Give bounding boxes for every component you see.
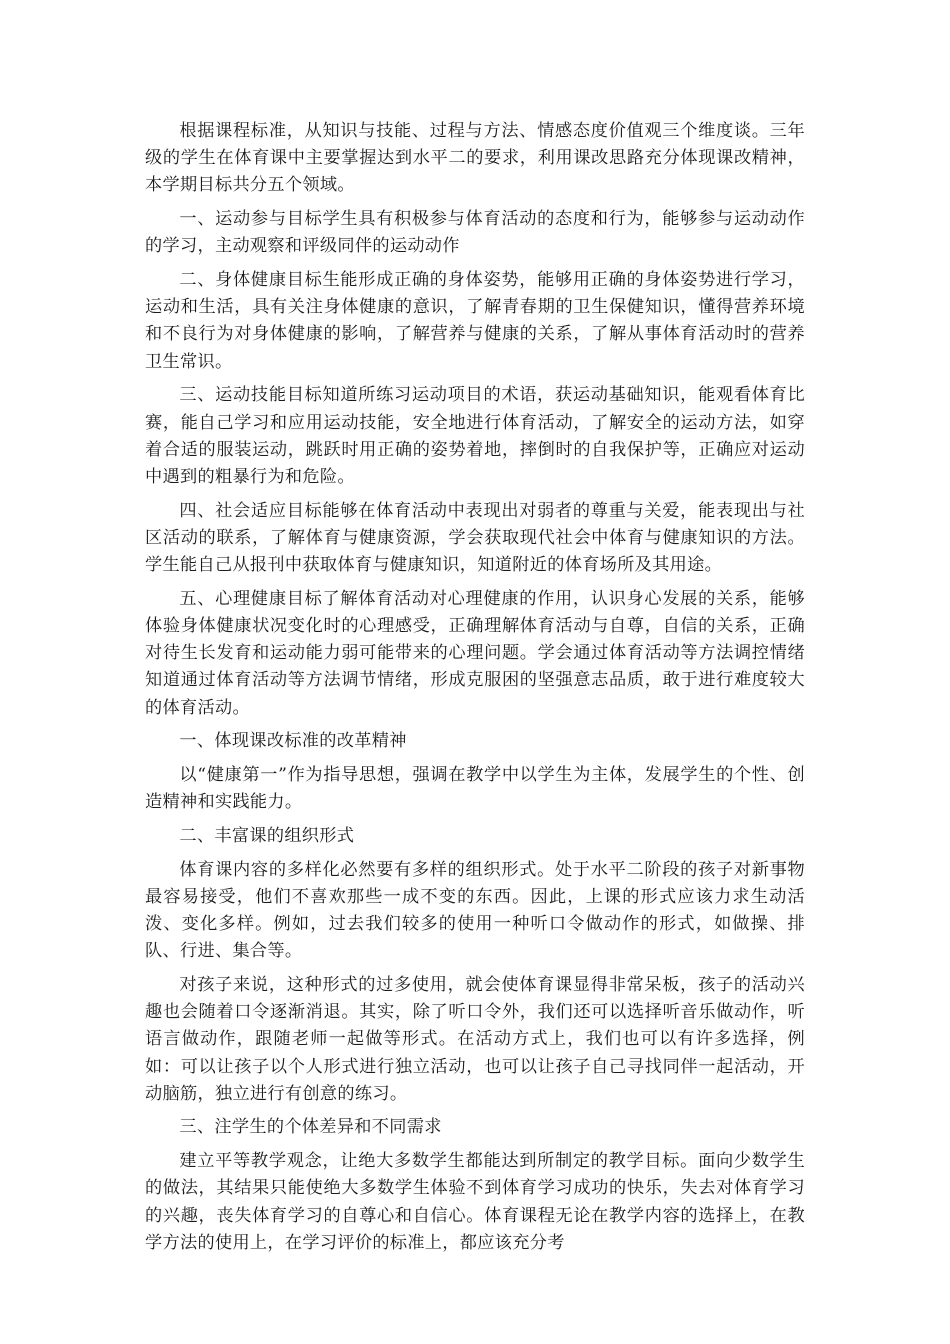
paragraph-goal-mental: 五、心理健康目标了解体育活动对心理健康的作用，认识身心发展的关系，能够体验身体健康状况变化时的心理感受，正确理解体育活动与自尊，自信的关系，正确对待生长发育和运动能力弱可能带来的心理问题。学会通过体育活动等方法调控情绪知道通过体育活动等方法调节情绪，形成克服困的坚强意志品质，敢于进行难度较大的体育活动。 [145, 588, 805, 718]
document-body [145, 118, 805, 1263]
paragraph-organization-1: 体育课内容的多样化必然要有多样的组织形式。处于水平二阶段的孩子对新事物最容易接受，他们不喜欢那些一成不变的东西。因此，上课的形式应该力求生动活泼、变化多样。例如，过去我们较多的使用一种听口令做动作的形式，如做操、排队、行进、集合等。 [145, 859, 805, 962]
paragraph-organization-2: 对孩子来说，这种形式的过多使用，就会使体育课显得非常呆板，孩子的活动兴趣也会随着口令逐渐消退。其实，除了听口令外，我们还可以选择听音乐做动作，听语言做动作，跟随老师一起做等形式。在活动方式上，我们也可以有许多选择，例如：可以让孩子以个人形式进行独立活动，也可以让孩子自己寻找同伴一起活动，开动脑筋，独立进行有创意的练习。 [145, 974, 805, 1104]
paragraph-differences: 建立平等教学观念，让绝大多数学生都能达到所制定的教学目标。面向少数学生的做法，其结果只能使绝大多数学生体验不到体育学习成功的快乐，失去对体育学习的兴趣，丧失体育学习的自尊心和自信心。体育课程无论在教学内容的选择上，在教学方法的使用上，在学习评价的标准上，都应该充分考 [145, 1151, 805, 1253]
paragraph-goal-participation: 一、运动参与目标学生具有积极参与体育活动的态度和行为，能够参与运动动作的学习，主动观察和评级同伴的运动动作 [145, 209, 805, 257]
paragraph-goal-skills: 三、运动技能目标知道所练习运动项目的术语，获运动基础知识，能观看体育比赛，能自己学习和应用运动技能，安全地进行体育活动，了解安全的运动方法，如穿着合适的服装运动，跳跃时用正确的姿势着地，摔倒时的自我保护等，正确应对运动中遇到的粗暴行为和危险。 [145, 385, 805, 487]
paragraph-goal-social: 四、社会适应目标能够在体育活动中表现出对弱者的尊重与关爱，能表现出与社区活动的联系，了解体育与健康资源，学会获取现代社会中体育与健康知识的方法。学生能自己从报刊中获取体育与健康知识，知道附近的体育场所及其用途。 [145, 500, 805, 576]
paragraph-reform: 以“健康第一”作为指导思想，强调在教学中以学生为主体，发展学生的个性、创造精神和实践能力。 [145, 764, 805, 813]
paragraph-intro: 根据课程标准，从知识与技能、过程与方法、情感态度价值观三个维度谈。三年级的学生在体育课中主要掌握达到水平二的要求，利用课改思路充分体现课改精神，本学期目标共分五个领域。 [145, 121, 805, 196]
paragraph-goal-health: 二、身体健康目标生能形成正确的身体姿势，能够用正确的身体姿势进行学习，运动和生活，具有关注身体健康的意识，了解青春期的卫生保健知识，懂得营养环境和不良行为对身体健康的影响，了解营养与健康的关系，了解从事体育活动时的营养卫生常识。 [145, 270, 805, 372]
section-heading-differences: 三、注学生的个体差异和不同需求 [179, 1117, 442, 1138]
section-heading-reform: 一、体现课改标准的改革精神 [179, 731, 407, 752]
section-heading-organization: 二、丰富课的组织形式 [179, 825, 355, 846]
